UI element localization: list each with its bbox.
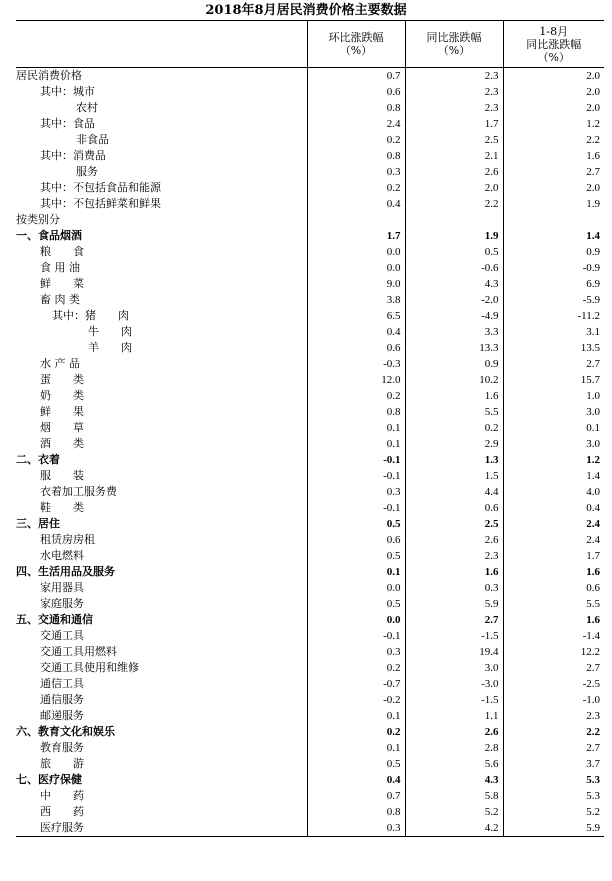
mom-value: 0.1 xyxy=(307,564,405,580)
ytd-value: 3.1 xyxy=(503,324,604,340)
yoy-value: 0.9 xyxy=(405,356,503,372)
mom-value: 0.0 xyxy=(307,260,405,276)
mom-value: 0.2 xyxy=(307,660,405,676)
mom-value xyxy=(307,212,405,228)
table-row xyxy=(16,260,604,276)
row-label: 其中：消费品 xyxy=(40,149,106,162)
row-label: 交通工具用燃料 xyxy=(40,645,117,658)
table-row xyxy=(16,692,604,708)
table-row xyxy=(16,84,604,100)
ytd-value: -0.9 xyxy=(503,260,604,276)
row-label: 西 药 xyxy=(40,805,84,818)
mom-value: 0.1 xyxy=(307,708,405,724)
yoy-value: 3.0 xyxy=(405,660,503,676)
row-label: 烟 草 xyxy=(40,421,84,434)
table-row xyxy=(16,580,604,596)
mom-value: 0.1 xyxy=(307,420,405,436)
yoy-value: 1.5 xyxy=(405,468,503,484)
ytd-value: 2.2 xyxy=(503,724,604,740)
row-label: 七、医疗保健 xyxy=(16,773,82,786)
row-label: 水电燃料 xyxy=(40,549,84,562)
table-row xyxy=(16,100,604,116)
yoy-value: 2.6 xyxy=(405,724,503,740)
mom-value: 1.7 xyxy=(307,228,405,244)
row-label: 一、食品烟酒 xyxy=(16,229,82,242)
yoy-value: 19.4 xyxy=(405,644,503,660)
mom-value: -0.3 xyxy=(307,356,405,372)
ytd-value xyxy=(503,212,604,228)
mom-value: 3.8 xyxy=(307,292,405,308)
row-label: 服 装 xyxy=(40,469,84,482)
table-row xyxy=(16,116,604,132)
row-label: 酒 类 xyxy=(40,437,84,450)
table-row xyxy=(16,500,604,516)
ytd-value: 0.4 xyxy=(503,500,604,516)
table-row xyxy=(16,132,604,148)
table-row xyxy=(16,308,604,324)
yoy-value: 5.2 xyxy=(405,804,503,820)
yoy-value: 5.9 xyxy=(405,596,503,612)
row-label: 蛋 类 xyxy=(40,373,84,386)
yoy-value: 1.9 xyxy=(405,228,503,244)
yoy-value: 1.3 xyxy=(405,452,503,468)
mom-value: -0.1 xyxy=(307,452,405,468)
table-row xyxy=(16,212,604,228)
yoy-value: 2.3 xyxy=(405,68,503,85)
row-label: 奶 类 xyxy=(40,389,84,402)
yoy-value: 1.1 xyxy=(405,708,503,724)
table-row xyxy=(16,68,604,85)
row-label: 其中：食品 xyxy=(40,117,95,130)
mom-value: 12.0 xyxy=(307,372,405,388)
ytd-value: 1.7 xyxy=(503,548,604,564)
mom-value: 0.3 xyxy=(307,164,405,180)
ytd-value: 1.6 xyxy=(503,612,604,628)
mom-value: 0.7 xyxy=(307,68,405,85)
header-label-column xyxy=(16,21,307,68)
table-row xyxy=(16,820,604,837)
ytd-value: 5.5 xyxy=(503,596,604,612)
mom-value: -0.1 xyxy=(307,468,405,484)
yoy-value: -0.6 xyxy=(405,260,503,276)
ytd-value: 1.4 xyxy=(503,228,604,244)
yoy-value: -3.0 xyxy=(405,676,503,692)
ytd-value: 3.0 xyxy=(503,404,604,420)
ytd-value: 2.4 xyxy=(503,532,604,548)
row-label: 交通工具使用和维修 xyxy=(40,661,139,674)
yoy-value: 2.9 xyxy=(405,436,503,452)
row-label: 其中：不包括食品和能源 xyxy=(40,181,161,194)
row-label: 旅 游 xyxy=(40,757,84,770)
row-label: 二、衣着 xyxy=(16,453,60,466)
table-row xyxy=(16,628,604,644)
mom-value: 0.5 xyxy=(307,516,405,532)
row-label: 其中：猪 肉 xyxy=(52,309,129,322)
table-row xyxy=(16,404,604,420)
yoy-value: 5.8 xyxy=(405,788,503,804)
mom-value: 0.8 xyxy=(307,404,405,420)
yoy-value: 2.3 xyxy=(405,100,503,116)
mom-value: 0.0 xyxy=(307,244,405,260)
mom-value: 0.8 xyxy=(307,148,405,164)
ytd-value: 3.0 xyxy=(503,436,604,452)
ytd-value: 3.7 xyxy=(503,756,604,772)
ytd-value: 2.2 xyxy=(503,132,604,148)
yoy-value: 5.6 xyxy=(405,756,503,772)
mom-value: 0.6 xyxy=(307,340,405,356)
table-row xyxy=(16,420,604,436)
mom-value: 0.8 xyxy=(307,100,405,116)
table-row xyxy=(16,164,604,180)
ytd-value: 13.5 xyxy=(503,340,604,356)
ytd-value: 1.0 xyxy=(503,388,604,404)
mom-value: -0.1 xyxy=(307,628,405,644)
table-row xyxy=(16,548,604,564)
row-label: 羊 肉 xyxy=(88,341,132,354)
row-label: 非食品 xyxy=(76,133,109,146)
mom-value: -0.7 xyxy=(307,676,405,692)
yoy-value: 3.3 xyxy=(405,324,503,340)
row-label: 医疗服务 xyxy=(16,820,307,837)
mom-value: -0.2 xyxy=(307,692,405,708)
row-label: 其中：不包括鲜菜和鲜果 xyxy=(40,197,161,210)
table-title: 2018年8月居民消费价格主要数据 xyxy=(205,3,407,18)
ytd-value: 5.2 xyxy=(503,804,604,820)
row-label: 鲜 果 xyxy=(40,405,84,418)
table-row xyxy=(16,196,604,212)
yoy-value: 2.1 xyxy=(405,148,503,164)
yoy-value: 5.5 xyxy=(405,404,503,420)
row-label: 农村 xyxy=(76,101,98,114)
table-row xyxy=(16,180,604,196)
mom-value: 0.5 xyxy=(307,756,405,772)
yoy-value: 2.6 xyxy=(405,532,503,548)
row-label: 中 药 xyxy=(40,789,84,802)
ytd-value: 6.9 xyxy=(503,276,604,292)
row-label: 六、教育文化和娱乐 xyxy=(16,725,115,738)
yoy-value: 2.8 xyxy=(405,740,503,756)
ytd-value: -2.5 xyxy=(503,676,604,692)
table-body xyxy=(16,68,604,837)
row-label: 通信服务 xyxy=(40,693,84,706)
ytd-value: -5.9 xyxy=(503,292,604,308)
table-row xyxy=(16,756,604,772)
mom-value: 0.3 xyxy=(307,644,405,660)
row-label: 鞋 类 xyxy=(40,501,84,514)
row-label: 水 产 品 xyxy=(40,357,80,370)
table-row xyxy=(16,228,604,244)
mom-value: 0.5 xyxy=(307,548,405,564)
header-mom: 环比涨跌幅 （%） xyxy=(307,21,405,68)
table-row xyxy=(16,708,604,724)
ytd-value: 2.0 xyxy=(503,68,604,85)
row-label: 邮递服务 xyxy=(40,709,84,722)
ytd-value: 15.7 xyxy=(503,372,604,388)
ytd-value: -1.0 xyxy=(503,692,604,708)
mom-value: 0.8 xyxy=(307,804,405,820)
mom-value: 0.4 xyxy=(307,324,405,340)
ytd-value: 2.7 xyxy=(503,740,604,756)
yoy-value: 0.2 xyxy=(405,420,503,436)
row-label: 衣着加工服务费 xyxy=(40,485,117,498)
mom-value: 0.7 xyxy=(307,788,405,804)
table-row xyxy=(16,660,604,676)
header-yoy: 同比涨跌幅 （%） xyxy=(405,21,503,68)
mom-value: 0.1 xyxy=(307,436,405,452)
mom-value: 0.2 xyxy=(307,388,405,404)
table-row xyxy=(16,340,604,356)
mom-value: 0.6 xyxy=(307,84,405,100)
row-label: 家用器具 xyxy=(40,581,84,594)
yoy-value: 2.3 xyxy=(405,548,503,564)
row-label: 其中：城市 xyxy=(40,85,95,98)
table-row xyxy=(16,788,604,804)
row-label: 粮 食 xyxy=(40,245,84,258)
ytd-value: 5.3 xyxy=(503,772,604,788)
mom-value: 6.5 xyxy=(307,308,405,324)
ytd-value: 5.3 xyxy=(503,788,604,804)
table-row xyxy=(16,644,604,660)
table-row xyxy=(16,612,604,628)
ytd-value: 0.9 xyxy=(503,244,604,260)
ytd-value: 2.4 xyxy=(503,516,604,532)
mom-value: -0.1 xyxy=(307,500,405,516)
yoy-value: 2.7 xyxy=(405,612,503,628)
row-label: 牛 肉 xyxy=(88,325,132,338)
table-row xyxy=(16,484,604,500)
row-label: 通信工具 xyxy=(40,677,84,690)
table-row xyxy=(16,244,604,260)
table-row xyxy=(16,292,604,308)
ytd-value: 0.6 xyxy=(503,580,604,596)
ytd-value: 5.9 xyxy=(503,820,604,837)
ytd-value: 12.2 xyxy=(503,644,604,660)
ytd-value: 2.0 xyxy=(503,84,604,100)
table-row xyxy=(16,516,604,532)
ytd-value: -1.4 xyxy=(503,628,604,644)
table-row xyxy=(16,740,604,756)
table-row xyxy=(16,148,604,164)
yoy-value: -1.5 xyxy=(405,628,503,644)
table-row xyxy=(16,452,604,468)
row-label: 服务 xyxy=(76,165,98,178)
ytd-value: 2.3 xyxy=(503,708,604,724)
table-row xyxy=(16,468,604,484)
mom-value: 0.3 xyxy=(307,484,405,500)
ytd-value: 1.2 xyxy=(503,116,604,132)
table-row xyxy=(16,676,604,692)
yoy-value: 2.6 xyxy=(405,164,503,180)
yoy-value: -4.9 xyxy=(405,308,503,324)
table-row xyxy=(16,596,604,612)
row-label: 租赁房房租 xyxy=(40,533,95,546)
ytd-value: 1.9 xyxy=(503,196,604,212)
row-label: 五、交通和通信 xyxy=(16,613,93,626)
mom-value: 0.2 xyxy=(307,132,405,148)
mom-value: 0.3 xyxy=(307,820,405,837)
row-label: 三、居住 xyxy=(16,517,60,530)
table-row xyxy=(16,356,604,372)
header-ytd: 1-8月 同比涨跌幅 （%） xyxy=(503,21,604,68)
yoy-value: 4.2 xyxy=(405,820,503,837)
row-label: 家庭服务 xyxy=(40,597,84,610)
row-label: 食 用 油 xyxy=(40,261,80,274)
yoy-value: 2.5 xyxy=(405,132,503,148)
header-row xyxy=(16,21,604,68)
ytd-value: -11.2 xyxy=(503,308,604,324)
ytd-value: 2.0 xyxy=(503,180,604,196)
mom-value: 9.0 xyxy=(307,276,405,292)
yoy-value: 2.5 xyxy=(405,516,503,532)
row-label: 居民消费价格 xyxy=(16,69,82,82)
row-label: 教育服务 xyxy=(40,741,84,754)
table-row xyxy=(16,532,604,548)
mom-value: 0.2 xyxy=(307,724,405,740)
ytd-value: 0.1 xyxy=(503,420,604,436)
mom-value: 0.5 xyxy=(307,596,405,612)
row-label: 畜 肉 类 xyxy=(40,293,80,306)
table-row xyxy=(16,276,604,292)
mom-value: 0.0 xyxy=(307,580,405,596)
yoy-value: 1.7 xyxy=(405,116,503,132)
row-label: 按类别分 xyxy=(16,213,60,226)
ytd-value: 1.6 xyxy=(503,564,604,580)
mom-value: 2.4 xyxy=(307,116,405,132)
table-row xyxy=(16,564,604,580)
yoy-value: 0.3 xyxy=(405,580,503,596)
ytd-value: 2.0 xyxy=(503,100,604,116)
cpi-table xyxy=(16,20,604,837)
yoy-value: 13.3 xyxy=(405,340,503,356)
ytd-value: 1.2 xyxy=(503,452,604,468)
row-label: 交通工具 xyxy=(40,629,84,642)
table-row xyxy=(16,388,604,404)
ytd-value: 2.7 xyxy=(503,164,604,180)
table-row xyxy=(16,436,604,452)
yoy-value: 2.0 xyxy=(405,180,503,196)
mom-value: 0.6 xyxy=(307,532,405,548)
table-row xyxy=(16,372,604,388)
ytd-value: 1.4 xyxy=(503,468,604,484)
mom-value: 0.0 xyxy=(307,612,405,628)
yoy-value: 4.3 xyxy=(405,772,503,788)
yoy-value: 4.4 xyxy=(405,484,503,500)
mom-value: 0.4 xyxy=(307,772,405,788)
yoy-value: 4.3 xyxy=(405,276,503,292)
row-label: 四、生活用品及服务 xyxy=(16,565,115,578)
yoy-value: -1.5 xyxy=(405,692,503,708)
table-row xyxy=(16,772,604,788)
yoy-value: -2.0 xyxy=(405,292,503,308)
yoy-value: 10.2 xyxy=(405,372,503,388)
table-row xyxy=(16,724,604,740)
yoy-value: 2.2 xyxy=(405,196,503,212)
table-row xyxy=(16,324,604,340)
yoy-value: 2.3 xyxy=(405,84,503,100)
table-row xyxy=(16,804,604,820)
yoy-value xyxy=(405,212,503,228)
ytd-value: 1.6 xyxy=(503,148,604,164)
mom-value: 0.2 xyxy=(307,180,405,196)
mom-value: 0.4 xyxy=(307,196,405,212)
ytd-value: 4.0 xyxy=(503,484,604,500)
ytd-value: 2.7 xyxy=(503,356,604,372)
ytd-value: 2.7 xyxy=(503,660,604,676)
row-label: 鲜 菜 xyxy=(40,277,84,290)
yoy-value: 0.5 xyxy=(405,244,503,260)
yoy-value: 0.6 xyxy=(405,500,503,516)
yoy-value: 1.6 xyxy=(405,388,503,404)
yoy-value: 1.6 xyxy=(405,564,503,580)
mom-value: 0.1 xyxy=(307,740,405,756)
